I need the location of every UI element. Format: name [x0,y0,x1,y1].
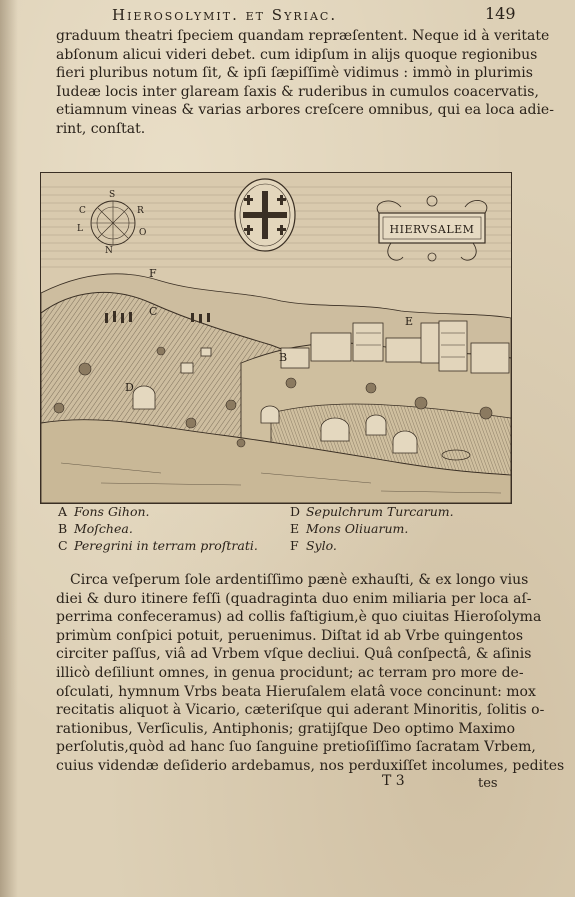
catchword: tes [478,776,498,791]
text-line: abſonum alicui videri debet. cum idipſum in alijs quoque regionibus [56,46,538,63]
text-line: circiter paſſus, viâ ad Vrbem vſque decliui. Quâ conſpectâ, & aſinis [56,646,532,663]
cartouche-title: HIERVSALEM [389,223,475,236]
paragraph-bottom [56,571,565,776]
text-line: perrima confeceramus) ad collis faſtigium,è quo ciuitas Hieroſolyma [56,609,542,626]
running-head: Hierosolymit. et Syriac. [112,6,338,24]
engraving-jerusalem-view [40,172,512,504]
page-gutter-shadow [0,0,18,897]
legend-item: D Sepulchrum Turcarum. [290,504,454,519]
text-line: perſolutis,quòd ad hanc ſuo ſanguine pretioſiſſimo ſacratam Vrbem, [56,739,536,756]
paragraph-top [56,27,554,139]
engraving-mark: B [279,351,288,364]
text-line: rint, conſtat. [56,120,146,137]
compass-letter: L [77,224,83,234]
legend-item: C Peregrini in terram proſtrati. [58,538,258,553]
engraving-mark: E [405,315,414,328]
jerusalem-cross-shield-icon [235,179,295,251]
text-line: rationibus, Verſiculis, Antiphonis; gratijſque Deo optimo Maximo [56,720,516,737]
text-line: illicò deſiliunt omnes, in genua procidunt; ac terram pro more de- [56,664,524,681]
text-line: graduum theatri ſpeciem quandam repræſentent. Neque id à veritate [56,28,550,44]
page-number: 149 [485,4,516,23]
engraving-mark: F [149,267,157,280]
signature-mark: T 3 [382,773,405,789]
text-line: diei & duro itinere feſſi (quadraginta duo enim miliaria per loca aſ- [56,590,532,607]
text-line: primùm conſpici potuit, peruenimus. Diſtat id ab Vrbe quingentos [56,627,524,644]
legend-item: A Fons Gihon. [58,504,150,519]
compass-letter: O [139,228,147,238]
legend-right [290,503,454,554]
text-line: Circa veſperum ſole ardentiſſimo pænè exhauſti, & ex longo vius [70,572,529,588]
text-line: recitatis aliquot à Vicario, cæteriſque qui aderant Minoritis, ſolitis o- [56,702,545,719]
legend-left [58,503,258,554]
text-line: oſculati, hymnum Vrbs beata Hieruſalem elatâ voce concinunt: mox [56,683,536,700]
text-line: etiamnum vineas & varias arbores creſcere omnibus, qui ea loca adie- [56,102,554,119]
compass-letter: C [79,206,86,216]
text-line: cuius videndæ deſiderio ardebamus, nos perduxiſſet incolumes, pedites [56,757,565,774]
legend-item: F Sylo. [290,538,337,553]
legend-item: E Mons Oliuarum. [290,521,409,536]
text-line: Iudeæ locis inter glaream ſaxis & ruderibus in cumulos coacervatis, [56,83,539,100]
compass-letter: S [109,190,116,200]
compass-letter: N [105,246,113,256]
text-line: fieri pluribus notum ſit, & ipſi ſæpiſſimè vidimus : immò in plurimis [56,65,533,82]
compass-letter: R [137,206,144,216]
engraving-mark: D [125,381,134,394]
engraving-mark: C [149,305,158,318]
legend-item: B Moſchea. [58,521,133,536]
